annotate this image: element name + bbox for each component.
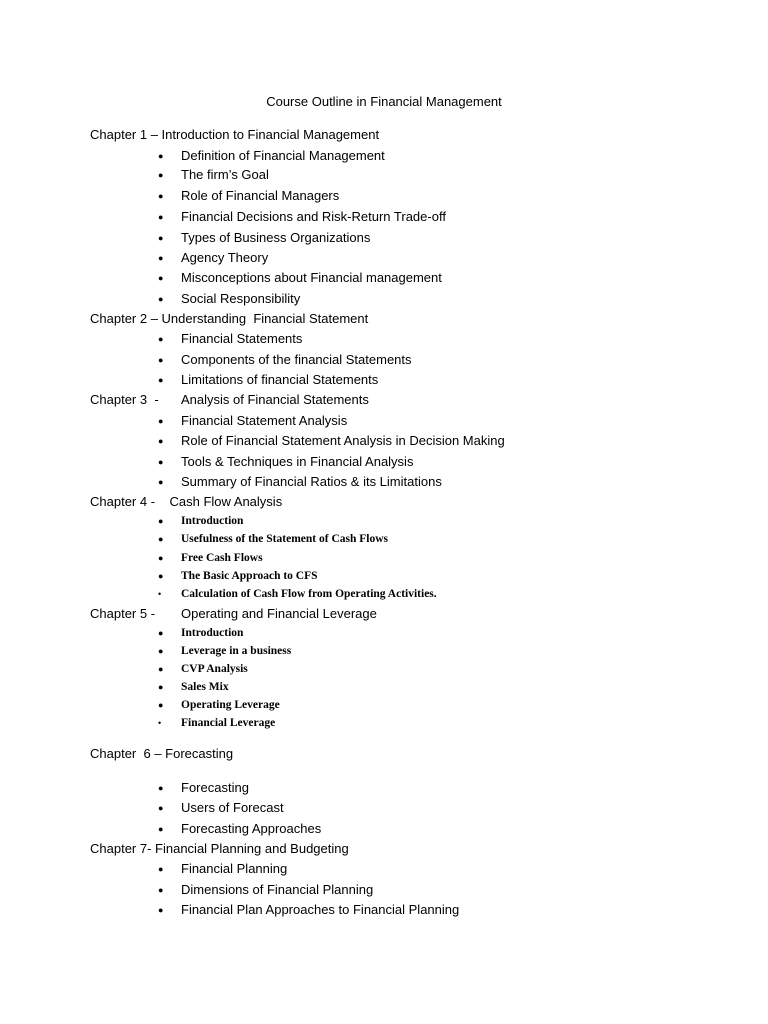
chapter-6-heading: Chapter 6 – Forecasting xyxy=(90,746,234,761)
bullet-icon: ● xyxy=(158,885,164,895)
bullet-icon: ● xyxy=(158,905,164,915)
chapter-7-heading: Chapter 7- Financial Planning and Budgeting xyxy=(90,841,349,856)
chapter-2-heading: Chapter 2 – Understanding Financial Statement xyxy=(90,311,369,326)
bullet-icon: ● xyxy=(158,783,164,793)
bullet-icon: ● xyxy=(158,628,164,638)
bullet-icon: ● xyxy=(158,646,164,656)
bullet-icon: ● xyxy=(158,212,164,222)
chapter-1-heading: Chapter 1 – Introduction to Financial Management xyxy=(90,127,380,142)
chapter-4-heading: Chapter 4 - Cash Flow Analysis xyxy=(90,494,283,509)
bullet-icon: ● xyxy=(158,416,164,426)
bullet-icon: ● xyxy=(158,436,164,446)
bullet-icon: ● xyxy=(158,516,164,526)
bullet-icon: • xyxy=(158,589,162,599)
chapter-5-heading xyxy=(90,605,155,623)
bullet-icon: ● xyxy=(158,457,164,467)
chapter-3-heading xyxy=(90,391,159,409)
bullet-icon: ● xyxy=(158,803,164,813)
bullet-icon: ● xyxy=(158,294,164,304)
bullet-icon: ● xyxy=(158,534,164,544)
document-page: Course Outline in Financial Management Chapter 1 – Introduction to Financial Management ● Definition of Financial Management ● The firm’s Goal ● Role of Financial Managers ● Financial Decisions and Risk-Return Trade-off ● Types of Business Organizations ● Agency Theory ● Misconceptions about Financial management ● Social Responsibility Chapter 2 – Understanding Financial Statement ● Financial Statements ● Components of the financial Statements ● Limitations of financial Statements Chapter 3 - Analysis of Financial Statements ● Financial Statement Analysis ● Role of Financial Statement Analysis in Decision Making ● Tools & Techniques in Financial Analysis ● Summary of Financial Ratios & its Limitations Chapter 4 - Cash Flow Analysis ● Introduction ● Usefulness of the Statement of Cash Flows ● Free Cash Flows ● The Basic Approach to CFS • Calculation of Cash Flow from Operating Activities. Chapter 5 - Operating and Financial Leverage ● Introduction ● Leverage in a business ● CVP Analysis ● Sales Mix ● Operating Leverage • Financial Leverage Chapter 6 – Forecasting ● Forecasting ● Users of Forecast ● Forecasting Approaches Chapter 7- Financial Planning and Budgeting ● Financial Planning ● Dimensions of Financial Planning ● Financial Plan Approaches to Financial Planning xyxy=(0,0,768,1024)
bullet-icon: ● xyxy=(158,253,164,263)
chapter-5-prefix: Chapter 5 - xyxy=(90,606,156,621)
chapter-3-prefix: Chapter 3 - xyxy=(90,392,159,407)
bullet-icon: ● xyxy=(158,553,164,563)
bullet-icon: ● xyxy=(158,170,164,180)
bullet-icon: ● xyxy=(158,824,164,834)
bullet-icon: ● xyxy=(158,273,164,283)
bullet-icon: • xyxy=(158,718,162,728)
bullet-icon: ● xyxy=(158,682,164,692)
bullet-icon: ● xyxy=(158,664,164,674)
bullet-icon: ● xyxy=(158,700,164,710)
bullet-icon: ● xyxy=(158,355,164,365)
bullet-icon: ● xyxy=(158,191,164,201)
bullet-icon: ● xyxy=(158,375,164,385)
document-title: Course Outline in Financial Management xyxy=(266,94,502,109)
bullet-icon: ● xyxy=(158,334,164,344)
bullet-icon: ● xyxy=(158,864,164,874)
bullet-icon: ● xyxy=(158,477,164,487)
bullet-icon: ● xyxy=(158,151,164,161)
bullet-icon: ● xyxy=(158,571,164,581)
bullet-icon: ● xyxy=(158,233,164,243)
